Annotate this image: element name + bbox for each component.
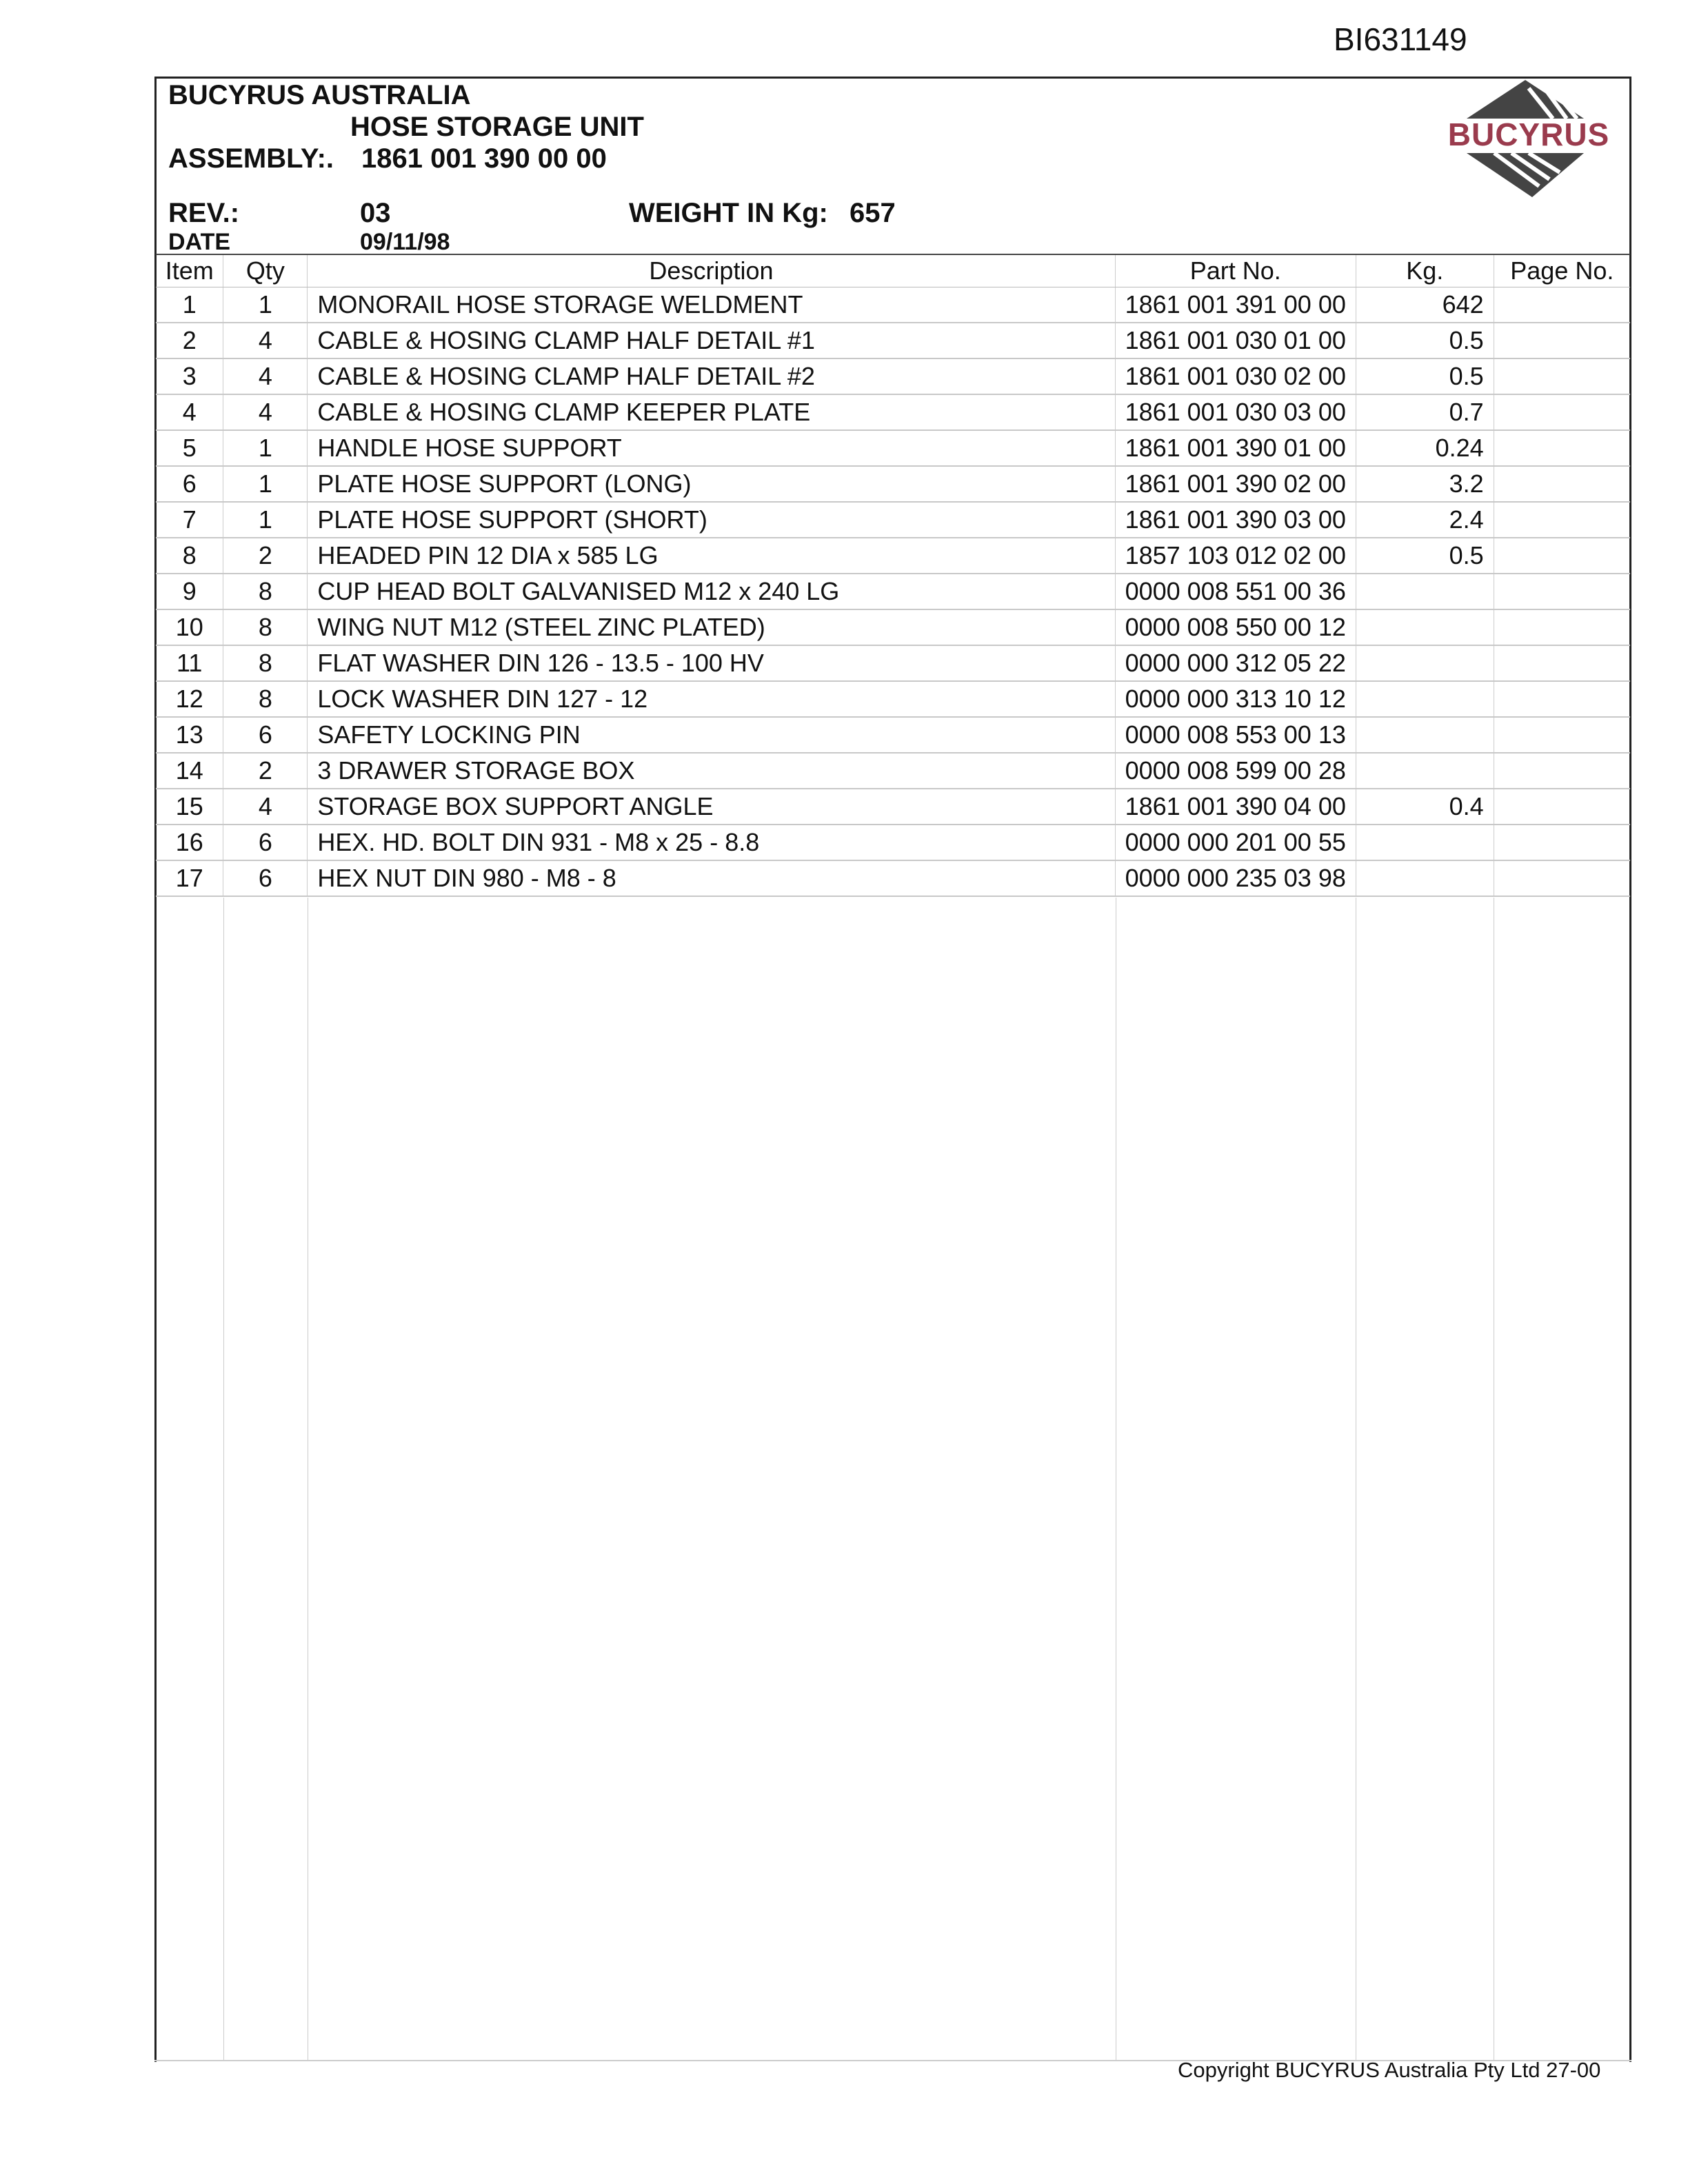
item-cell: 9 xyxy=(156,574,223,609)
qty-cell: 1 xyxy=(223,502,308,538)
item-cell: 6 xyxy=(156,466,223,502)
qty-cell: 8 xyxy=(223,645,308,681)
bucyrus-logo xyxy=(1429,76,1629,203)
item-cell: 16 xyxy=(156,825,223,860)
table-row xyxy=(156,394,1630,430)
table-row xyxy=(156,466,1630,502)
table-row xyxy=(156,430,1630,466)
page-no-cell xyxy=(1494,538,1630,574)
qty-cell: 6 xyxy=(223,717,308,753)
description-cell: PLATE HOSE SUPPORT (SHORT) xyxy=(308,502,1115,538)
table-row xyxy=(156,789,1630,825)
description-cell: PLATE HOSE SUPPORT (LONG) xyxy=(308,466,1115,502)
description-cell: HEX NUT DIN 980 - M8 - 8 xyxy=(308,860,1115,896)
kg-cell: 0.4 xyxy=(1356,789,1494,825)
kg-cell: 642 xyxy=(1356,287,1494,323)
company-name: BUCYRUS AUSTRALIA xyxy=(168,80,471,110)
qty-cell: 4 xyxy=(223,323,308,358)
item-cell: 8 xyxy=(156,538,223,574)
description-cell: MONORAIL HOSE STORAGE WELDMENT xyxy=(308,287,1115,323)
kg-cell xyxy=(1356,860,1494,896)
page-no-cell xyxy=(1494,466,1630,502)
part-no-cell: 0000 008 553 00 13 xyxy=(1115,717,1356,753)
date-value: 09/11/98 xyxy=(360,229,450,255)
qty-cell: 2 xyxy=(223,753,308,789)
part-no-cell: 1861 001 030 03 00 xyxy=(1115,394,1356,430)
part-no-cell: 1861 001 390 01 00 xyxy=(1115,430,1356,466)
page-no-cell xyxy=(1494,287,1630,323)
weight-value: 657 xyxy=(850,198,896,228)
qty-cell: 4 xyxy=(223,394,308,430)
rev-label: REV.: xyxy=(168,198,240,228)
part-no-cell: 0000 000 235 03 98 xyxy=(1115,860,1356,896)
qty-cell: 8 xyxy=(223,681,308,717)
kg-cell xyxy=(1356,681,1494,717)
header-description: Description xyxy=(308,254,1115,287)
header-qty: Qty xyxy=(223,254,308,287)
table-row xyxy=(156,753,1630,789)
page-no-cell xyxy=(1494,502,1630,538)
kg-cell: 0.5 xyxy=(1356,358,1494,394)
part-no-cell: 1861 001 390 02 00 xyxy=(1115,466,1356,502)
kg-cell xyxy=(1356,574,1494,609)
kg-cell: 3.2 xyxy=(1356,466,1494,502)
page-no-cell xyxy=(1494,789,1630,825)
logo-wordmark: BUCYRUS xyxy=(1447,117,1610,152)
page-no-cell xyxy=(1494,825,1630,860)
kg-cell xyxy=(1356,645,1494,681)
qty-cell: 6 xyxy=(223,860,308,896)
qty-cell: 1 xyxy=(223,287,308,323)
page-no-cell xyxy=(1494,574,1630,609)
kg-cell xyxy=(1356,717,1494,753)
part-no-cell: 1861 001 390 04 00 xyxy=(1115,789,1356,825)
page-no-cell xyxy=(1494,753,1630,789)
table-row xyxy=(156,287,1630,323)
kg-cell: 2.4 xyxy=(1356,502,1494,538)
column-guides xyxy=(156,898,1630,2061)
item-cell: 7 xyxy=(156,502,223,538)
table-row xyxy=(156,681,1630,717)
part-no-cell: 0000 008 550 00 12 xyxy=(1115,609,1356,645)
description-cell: CABLE & HOSING CLAMP HALF DETAIL #1 xyxy=(308,323,1115,358)
table-row xyxy=(156,860,1630,896)
description-cell: WING NUT M12 (STEEL ZINC PLATED) xyxy=(308,609,1115,645)
table-row xyxy=(156,538,1630,574)
page-no-cell xyxy=(1494,645,1630,681)
kg-cell: 0.5 xyxy=(1356,323,1494,358)
item-cell: 1 xyxy=(156,287,223,323)
description-cell: FLAT WASHER DIN 126 - 13.5 - 100 HV xyxy=(308,645,1115,681)
page-no-cell xyxy=(1494,860,1630,896)
header-page-no: Page No. xyxy=(1494,254,1630,287)
table-row xyxy=(156,574,1630,609)
description-cell: HEADED PIN 12 DIA x 585 LG xyxy=(308,538,1115,574)
document-id: BI631149 xyxy=(1334,21,1467,57)
item-cell: 4 xyxy=(156,394,223,430)
assembly-number: 1861 001 390 00 00 xyxy=(361,143,607,174)
header-kg: Kg. xyxy=(1356,254,1494,287)
kg-cell: 0.7 xyxy=(1356,394,1494,430)
item-cell: 12 xyxy=(156,681,223,717)
part-no-cell: 1861 001 030 01 00 xyxy=(1115,323,1356,358)
item-cell: 5 xyxy=(156,430,223,466)
rev-value: 03 xyxy=(360,198,391,228)
table-row xyxy=(156,717,1630,753)
copyright-footer: Copyright BUCYRUS Australia Pty Ltd 27-00 xyxy=(1178,2058,1601,2082)
part-no-cell: 1861 001 030 02 00 xyxy=(1115,358,1356,394)
qty-cell: 8 xyxy=(223,574,308,609)
part-no-cell: 0000 000 313 10 12 xyxy=(1115,681,1356,717)
part-no-cell: 1857 103 012 02 00 xyxy=(1115,538,1356,574)
table-row xyxy=(156,609,1630,645)
date-label: DATE xyxy=(168,229,231,255)
assembly-title: HOSE STORAGE UNIT xyxy=(350,112,644,142)
description-cell: STORAGE BOX SUPPORT ANGLE xyxy=(308,789,1115,825)
bill-of-materials-table xyxy=(156,254,1630,897)
table-row xyxy=(156,502,1630,538)
item-cell: 13 xyxy=(156,717,223,753)
kg-cell: 0.5 xyxy=(1356,538,1494,574)
table-header-row xyxy=(156,254,1630,287)
page-no-cell xyxy=(1494,394,1630,430)
description-cell: HEX. HD. BOLT DIN 931 - M8 x 25 - 8.8 xyxy=(308,825,1115,860)
page-no-cell xyxy=(1494,430,1630,466)
page-no-cell xyxy=(1494,323,1630,358)
page-no-cell xyxy=(1494,609,1630,645)
item-cell: 17 xyxy=(156,860,223,896)
description-cell: HANDLE HOSE SUPPORT xyxy=(308,430,1115,466)
kg-cell xyxy=(1356,753,1494,789)
description-cell: CABLE & HOSING CLAMP KEEPER PLATE xyxy=(308,394,1115,430)
table-row xyxy=(156,645,1630,681)
qty-cell: 4 xyxy=(223,789,308,825)
item-cell: 14 xyxy=(156,753,223,789)
kg-cell xyxy=(1356,609,1494,645)
part-no-cell: 1861 001 390 03 00 xyxy=(1115,502,1356,538)
qty-cell: 6 xyxy=(223,825,308,860)
item-cell: 3 xyxy=(156,358,223,394)
item-cell: 10 xyxy=(156,609,223,645)
page-no-cell xyxy=(1494,358,1630,394)
description-cell: LOCK WASHER DIN 127 - 12 xyxy=(308,681,1115,717)
description-cell: CUP HEAD BOLT GALVANISED M12 x 240 LG xyxy=(308,574,1115,609)
item-cell: 15 xyxy=(156,789,223,825)
page-no-cell xyxy=(1494,681,1630,717)
part-no-cell: 0000 000 312 05 22 xyxy=(1115,645,1356,681)
table-row xyxy=(156,825,1630,860)
header-part-no: Part No. xyxy=(1115,254,1356,287)
part-no-cell: 0000 000 201 00 55 xyxy=(1115,825,1356,860)
description-cell: 3 DRAWER STORAGE BOX xyxy=(308,753,1115,789)
item-cell: 2 xyxy=(156,323,223,358)
assembly-label: ASSEMBLY:. xyxy=(168,143,334,174)
page-no-cell xyxy=(1494,717,1630,753)
kg-cell xyxy=(1356,825,1494,860)
qty-cell: 8 xyxy=(223,609,308,645)
kg-cell: 0.24 xyxy=(1356,430,1494,466)
header-item: Item xyxy=(156,254,223,287)
qty-cell: 1 xyxy=(223,430,308,466)
table-row xyxy=(156,323,1630,358)
weight-label: WEIGHT IN Kg: xyxy=(629,198,828,228)
qty-cell: 4 xyxy=(223,358,308,394)
description-cell: SAFETY LOCKING PIN xyxy=(308,717,1115,753)
part-no-cell: 0000 008 551 00 36 xyxy=(1115,574,1356,609)
description-cell: CABLE & HOSING CLAMP HALF DETAIL #2 xyxy=(308,358,1115,394)
part-no-cell: 1861 001 391 00 00 xyxy=(1115,287,1356,323)
qty-cell: 2 xyxy=(223,538,308,574)
part-no-cell: 0000 008 599 00 28 xyxy=(1115,753,1356,789)
table-row xyxy=(156,358,1630,394)
qty-cell: 1 xyxy=(223,466,308,502)
item-cell: 11 xyxy=(156,645,223,681)
